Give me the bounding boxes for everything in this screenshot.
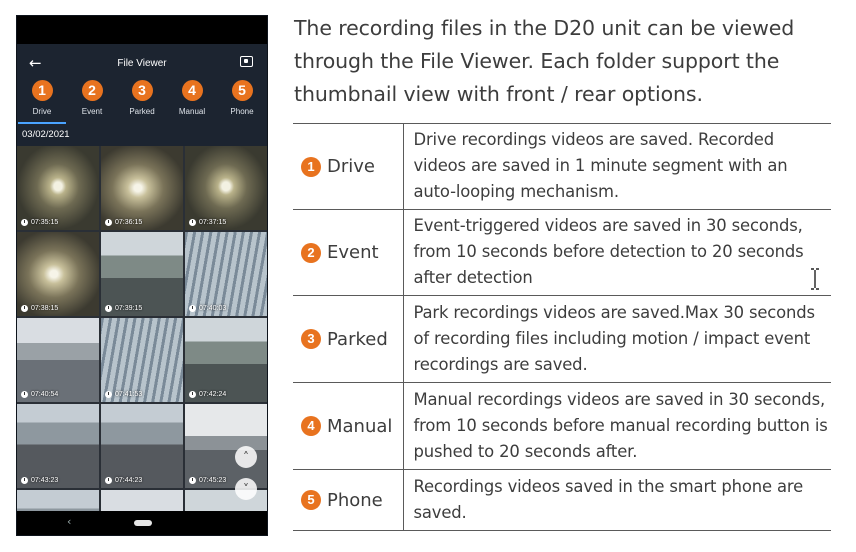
file-viewer-title: File Viewer xyxy=(117,58,167,69)
clock-icon xyxy=(21,305,28,312)
thumbnail-timestamp xyxy=(189,219,226,226)
video-thumbnail[interactable] xyxy=(17,146,99,230)
folder-number-badge: 2 xyxy=(301,243,321,263)
tab-label: Event xyxy=(81,107,103,116)
thumbnail-timestamp xyxy=(189,477,226,484)
thumbnail-image xyxy=(17,318,99,402)
table-row xyxy=(293,210,831,296)
tab-parked[interactable] xyxy=(117,78,167,124)
status-bar xyxy=(17,16,267,44)
video-thumbnail[interactable] xyxy=(17,318,99,402)
table-row xyxy=(293,470,831,531)
system-back-icon[interactable]: ‹ xyxy=(67,515,72,528)
tab-label: Manual xyxy=(178,107,206,116)
scroll-down-button[interactable]: ˅ xyxy=(235,478,257,500)
thumbnail-image xyxy=(101,404,183,488)
video-thumbnail[interactable] xyxy=(17,232,99,316)
video-thumbnail[interactable] xyxy=(101,232,183,316)
folder-name-cell xyxy=(293,296,403,383)
thumbnail-timestamp xyxy=(21,305,58,312)
clock-icon xyxy=(105,477,112,484)
table-row xyxy=(293,383,831,470)
tab-manual[interactable] xyxy=(167,78,217,124)
folder-description: Recordings videos saved in the smart phone are saved. xyxy=(403,470,831,531)
video-thumbnail[interactable] xyxy=(101,404,183,488)
timestamp-text: 07:38:15 xyxy=(31,305,59,312)
timestamp-text: 07:37:15 xyxy=(199,219,227,226)
clock-icon xyxy=(21,477,28,484)
timestamp-text: 07:43:23 xyxy=(31,477,59,484)
video-thumbnail[interactable] xyxy=(185,318,267,402)
tab-number-badge: 4 xyxy=(182,80,203,101)
thumbnail-timestamp xyxy=(21,477,58,484)
folder-number-badge: 5 xyxy=(301,490,321,510)
recording-date: 03/02/2021 xyxy=(22,129,70,140)
folder-name-cell xyxy=(293,470,403,531)
tab-label: Phone xyxy=(230,107,254,116)
back-arrow-icon[interactable]: ← xyxy=(29,54,42,72)
tab-event[interactable] xyxy=(67,78,117,124)
intro-paragraph: The recording files in the D20 unit can be viewed through the File Viewer. Each folder support the thumbnail view with front / rear options. xyxy=(294,16,795,106)
tab-phone[interactable] xyxy=(217,78,267,124)
folder-description: Event-triggered videos are saved in 30 seconds, from 10 seconds before detection to 20 seconds after detection xyxy=(403,210,831,296)
folder-name: Phone xyxy=(327,489,383,511)
clock-icon xyxy=(189,219,196,226)
clock-icon xyxy=(105,391,112,398)
thumbnail-timestamp xyxy=(105,305,142,312)
system-home-pill[interactable] xyxy=(134,520,152,526)
thumbnail-timestamp xyxy=(21,219,58,226)
folder-name: Parked xyxy=(327,328,388,350)
folder-description: Park recordings videos are saved.Max 30 seconds of recording files including motion / impact event recordings are saved. xyxy=(403,296,831,383)
timestamp-text: 07:41:53 xyxy=(115,391,143,398)
camera-switch-icon[interactable] xyxy=(240,56,253,67)
video-thumbnail[interactable] xyxy=(17,404,99,488)
thumbnail-image xyxy=(101,232,183,316)
folder-number-badge: 1 xyxy=(301,157,321,177)
folder-name: Drive xyxy=(327,156,375,177)
clock-icon xyxy=(105,305,112,312)
thumbnail-image xyxy=(185,404,267,488)
tab-drive[interactable] xyxy=(17,78,67,124)
folder-tabs xyxy=(17,78,267,124)
folder-name-cell xyxy=(293,210,403,296)
thumbnail-image xyxy=(101,146,183,230)
tab-label: Parked xyxy=(129,107,155,116)
clock-icon xyxy=(189,305,196,312)
timestamp-text: 07:40:03 xyxy=(199,305,227,312)
timestamp-text: 07:42:24 xyxy=(199,391,227,398)
thumbnail-timestamp xyxy=(105,477,142,484)
timestamp-text: 07:39:15 xyxy=(115,305,143,312)
video-thumbnail[interactable] xyxy=(185,232,267,316)
clock-icon xyxy=(21,219,28,226)
system-nav-bar xyxy=(17,511,267,535)
tab-label: Drive xyxy=(32,107,52,116)
video-thumbnail[interactable] xyxy=(185,146,267,230)
folder-number-badge: 3 xyxy=(301,329,321,349)
folder-name-cell xyxy=(293,383,403,470)
thumbnail-timestamp xyxy=(189,391,226,398)
text-cursor-icon xyxy=(809,268,821,290)
timestamp-text: 07:35:15 xyxy=(31,219,59,226)
video-thumbnail[interactable] xyxy=(185,404,267,488)
timestamp-text: 07:36:15 xyxy=(115,219,143,226)
clock-icon xyxy=(105,219,112,226)
clock-icon xyxy=(21,391,28,398)
thumbnail-image xyxy=(185,318,267,402)
folder-number-badge: 4 xyxy=(301,416,321,436)
thumbnail-image xyxy=(101,318,183,402)
video-thumbnail[interactable] xyxy=(101,318,183,402)
table-row xyxy=(293,124,831,210)
tab-number-badge: 2 xyxy=(82,80,103,101)
timestamp-text: 07:44:23 xyxy=(115,477,143,484)
folder-name-cell xyxy=(293,124,403,210)
clock-icon xyxy=(189,391,196,398)
thumbnail-timestamp xyxy=(105,219,142,226)
folder-name: Manual xyxy=(327,415,393,437)
thumbnail-image xyxy=(17,146,99,230)
folder-name: Event xyxy=(327,242,379,263)
video-thumbnail[interactable] xyxy=(101,146,183,230)
phone-screenshot xyxy=(16,15,268,536)
thumbnail-image xyxy=(17,232,99,316)
tab-number-badge: 3 xyxy=(132,80,153,101)
scroll-up-button[interactable]: ˄ xyxy=(235,446,257,468)
thumbnail-grid xyxy=(17,146,267,512)
thumbnail-timestamp xyxy=(189,305,226,312)
clock-icon xyxy=(189,477,196,484)
thumbnail-timestamp xyxy=(21,391,58,398)
timestamp-text: 07:45:23 xyxy=(199,477,227,484)
thumbnail-image xyxy=(185,232,267,316)
thumbnail-timestamp xyxy=(105,391,142,398)
folder-description-table xyxy=(293,123,831,531)
table-row xyxy=(293,296,831,383)
thumbnail-image xyxy=(185,146,267,230)
date-header xyxy=(17,124,267,146)
timestamp-text: 07:40:54 xyxy=(31,391,59,398)
tab-number-badge: 1 xyxy=(32,80,53,101)
tab-number-badge: 5 xyxy=(232,80,253,101)
folder-description: Drive recordings videos are saved. Recorded videos are saved in 1 minute segment with an auto-looping mechanism. xyxy=(403,124,831,210)
folder-description: Manual recordings videos are saved in 30 seconds, from 10 seconds before manual recording button is pushed to 20 seconds after. xyxy=(403,383,831,470)
thumbnail-image xyxy=(17,404,99,488)
file-viewer-header xyxy=(17,44,267,124)
